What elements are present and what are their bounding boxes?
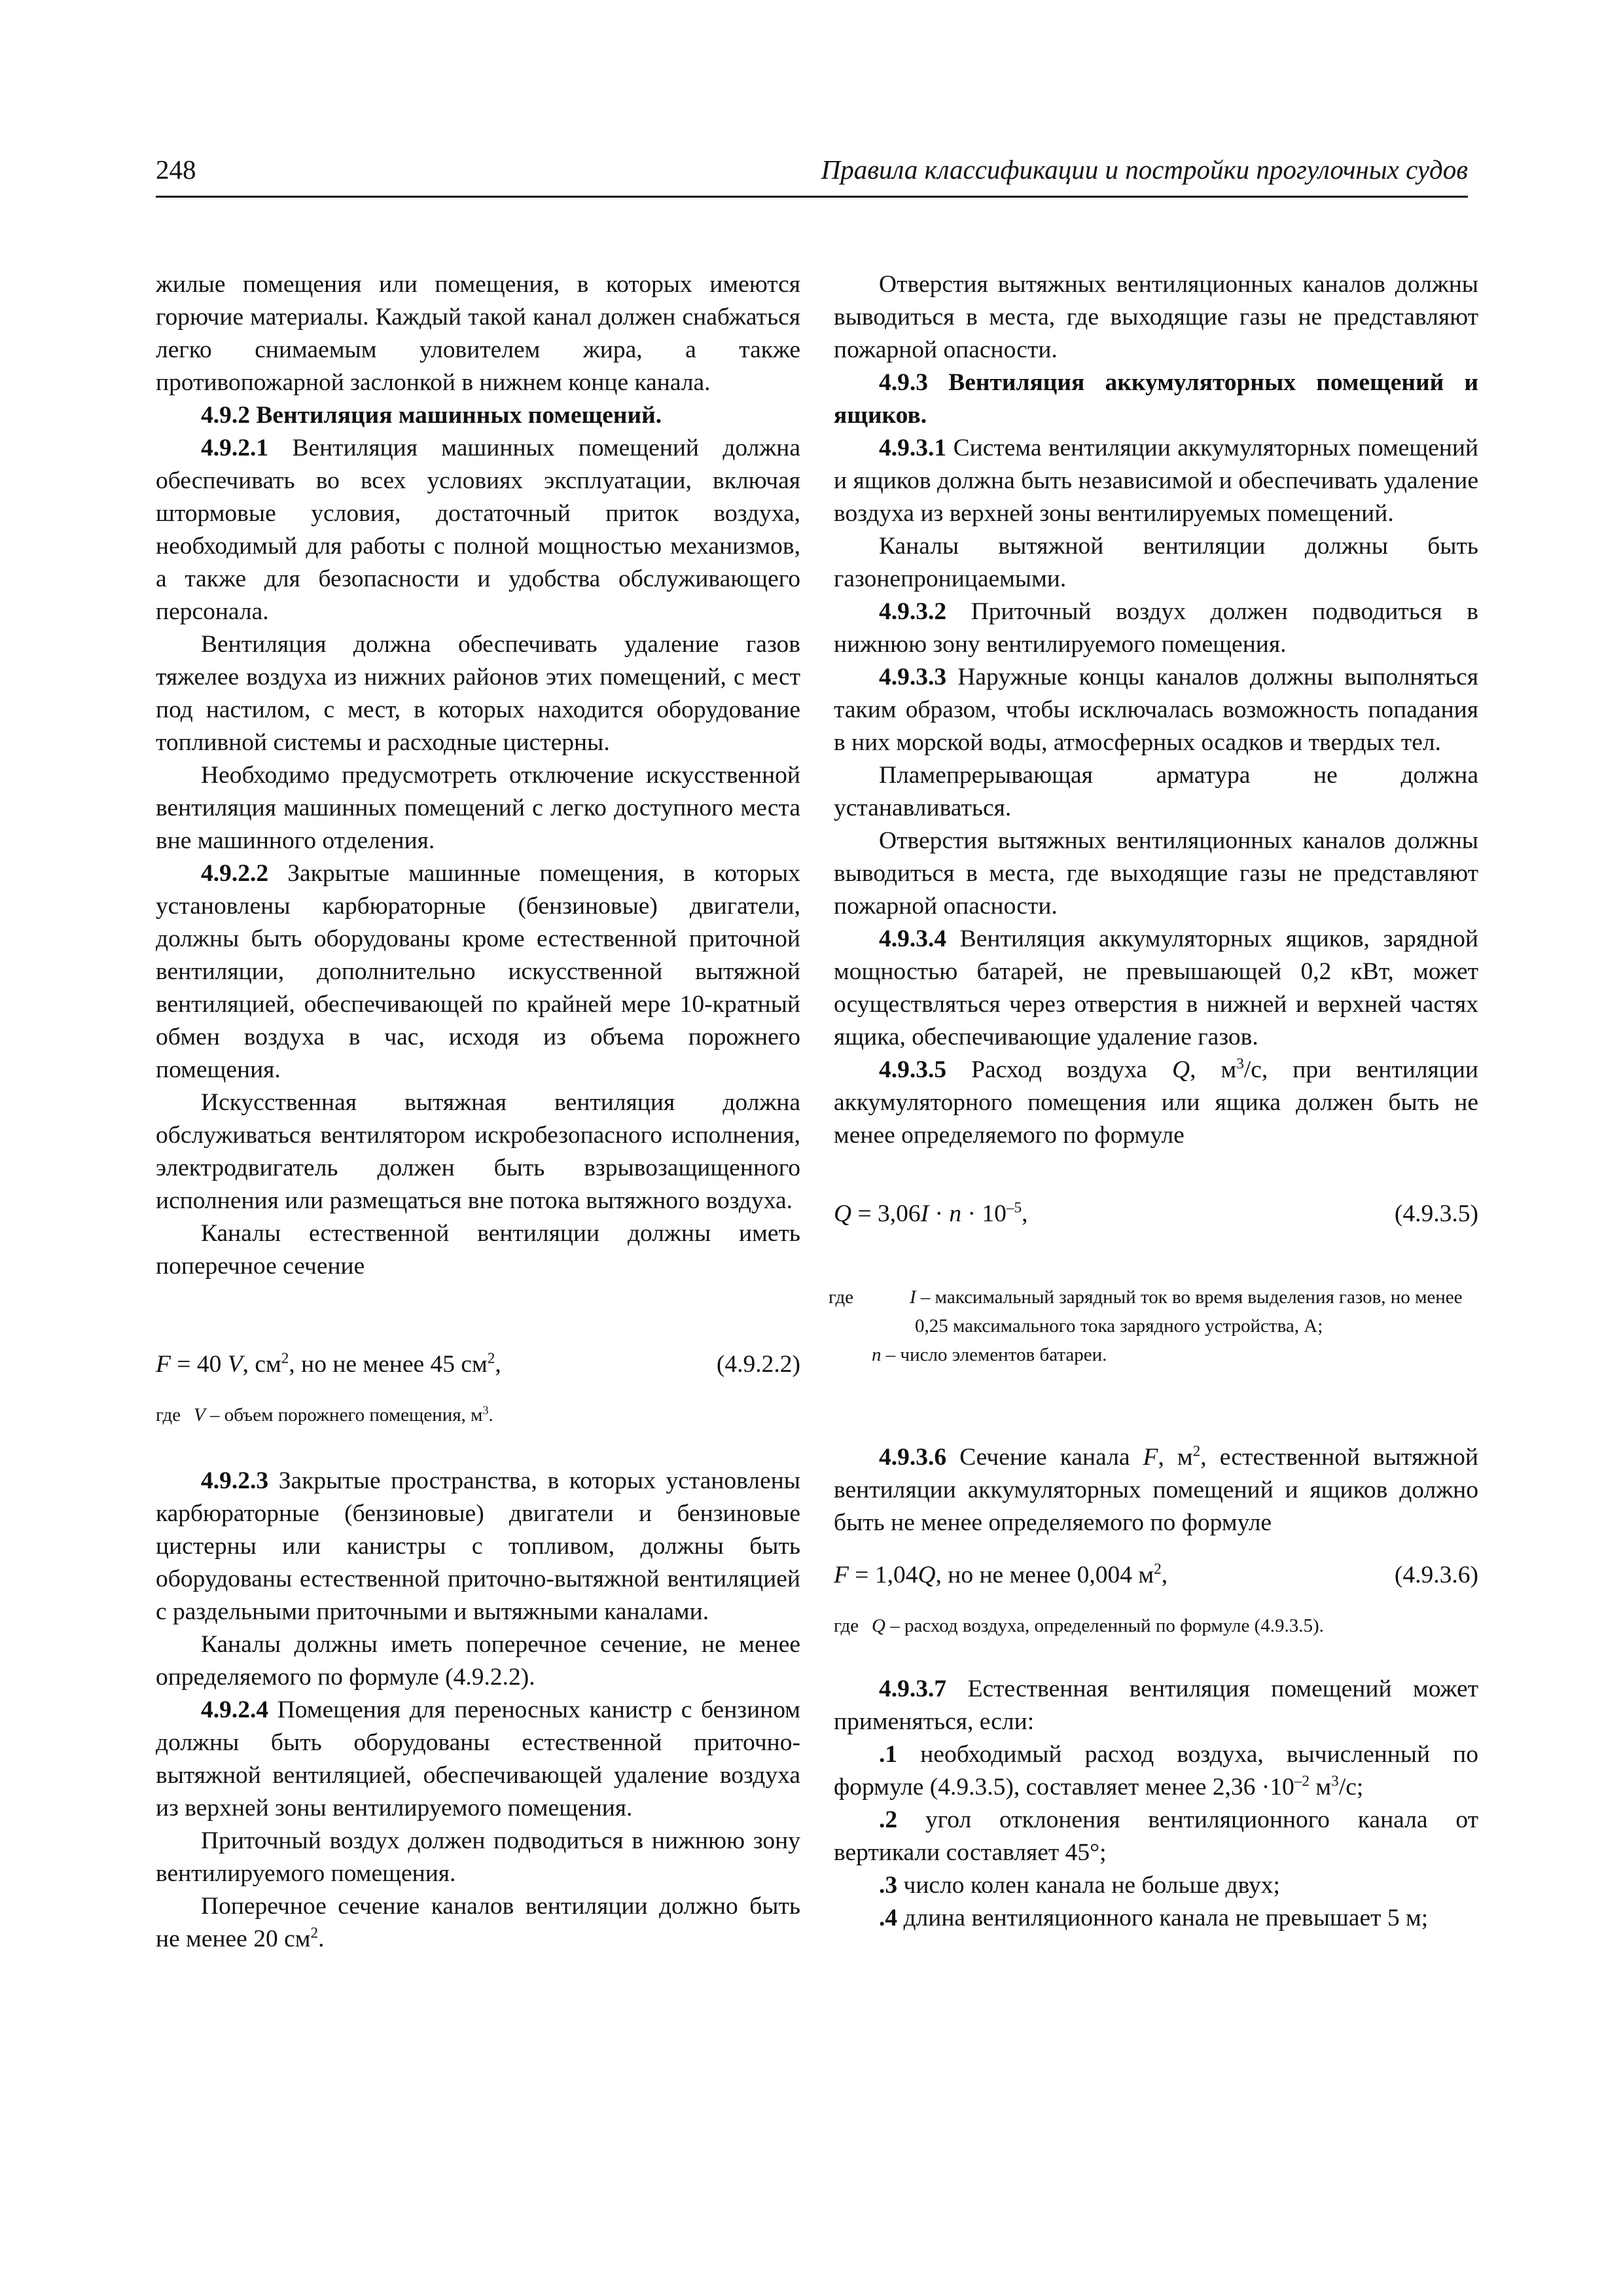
superscript: 2 [1192, 1443, 1201, 1460]
list-item-number: .4 [879, 1905, 898, 1931]
clause-number: 4.9.2.1 [201, 435, 269, 461]
formula-variable: Q [918, 1562, 936, 1588]
paragraph-text: Поперечное сечение каналов вентиляции должно быть не менее 20 см [156, 1893, 800, 1952]
clause-4-9-3-2 [834, 596, 1478, 661]
paragraph: Вентиляция должна обеспечивать удаление газов тяжелее воздуха из нижних районов этих помещений, с мест под настилом, с мест, в которых находится оборудование топливной системы и расходные цистерны. [156, 631, 800, 756]
formula-part: , [495, 1351, 501, 1378]
formula-superscript: 2 [487, 1350, 495, 1367]
legend-lead: где [834, 1615, 859, 1636]
formula-part: · [929, 1200, 950, 1227]
formula-part: = 3,06 [851, 1200, 921, 1227]
paragraph: Каналы естественной вентиляции должны иметь поперечное сечение [156, 1220, 800, 1280]
clause-number: 4.9.3.2 [879, 598, 947, 625]
formula-part: = 40 [170, 1351, 228, 1378]
running-title: Правила классификации и постройки прогулочных судов [821, 154, 1468, 185]
formula-number: (4.9.2.2) [716, 1351, 800, 1378]
paragraph: Необходимо предусмотреть отключение искусственной вентиляция машинных помещений с легко доступного места вне машинного отделения. [156, 762, 800, 854]
legend-text: – объем порожнего помещения, м [205, 1405, 483, 1426]
clause-number: 4.9.3.6 [879, 1444, 947, 1471]
formula-superscript: 2 [281, 1350, 289, 1367]
legend-superscript: 3 [482, 1403, 489, 1417]
left-column [156, 268, 800, 1956]
clause-text: , естественной вытяжной вентиляции аккумуляторных помещений и ящиков должно быть не менее определяемого по формуле [834, 1444, 1478, 1536]
clause-4-9-2-1 [156, 432, 800, 628]
legend-variable: V [194, 1405, 205, 1426]
clause-number: 4.9.3.4 [879, 925, 947, 952]
clause-text: Вентиляция аккумуляторных ящиков, зарядной мощностью батарей, не превышающей 0,2 кВт, может осуществляться через отверстия в нижней и верхней частях ящика, обеспечивающие удаление газов. [834, 925, 1478, 1050]
clause-text: Приточный воздух должен подводиться в нижнюю зону вентилируемого помещения. [834, 598, 1478, 658]
list-item-number: .2 [879, 1806, 898, 1833]
legend-lead: где [156, 1405, 181, 1426]
formula-part: , но не менее 45 см [289, 1351, 488, 1378]
paragraph: Пламепрерывающая арматура не должна устанавливаться. [834, 762, 1478, 821]
formula-variable: F [156, 1351, 171, 1378]
formula-number: (4.9.3.6) [1394, 1562, 1478, 1588]
legend-text: . [488, 1405, 493, 1426]
clause-text: Наружные концы каналов должны выполняться таким образом, чтобы исключалась возможность попадания в них морской воды, атмосферных осадков и твердых тел. [834, 664, 1478, 756]
formula-variable: F [834, 1562, 849, 1588]
paragraph [156, 1890, 800, 1956]
list-item [834, 1738, 1478, 1804]
legend-variable: Q [872, 1615, 885, 1636]
clause-text: , м [1158, 1444, 1193, 1471]
clause-text: Естественная вентиляция помещений может применяться, если: [834, 1676, 1478, 1735]
right-column [829, 268, 1478, 1935]
paragraph: Приточный воздух должен подводиться в нижнюю зону вентилируемого помещения. [156, 1827, 800, 1887]
formula-legend [829, 1283, 1478, 1340]
clause-number: 4.9.3.5 [879, 1056, 947, 1083]
list-item [834, 1869, 1478, 1902]
clause-text: Расход воздуха [946, 1056, 1172, 1083]
formula-variable: I [920, 1200, 929, 1227]
clause-variable: Q [1171, 1056, 1190, 1083]
clause-4-9-2-4 [156, 1694, 800, 1825]
clause-text: Вентиляция машинных помещений должна обеспечивать во всех условиях эксплуатации, включая штормовые условия, достаточный приток воздуха, необходимый для работы с полной мощностью механизмов, а также для безопасности и удобства обслуживающего персонала. [156, 435, 800, 625]
list-item [834, 1902, 1478, 1935]
clause-4-9-2-3 [156, 1465, 800, 1628]
formula-part: , [1161, 1562, 1168, 1588]
clause-text: Помещения для переносных канистр с бензином должны быть оборудованы естественной приточно-вытяжной вентиляцией, обеспечивающей удаление воздуха из верхней зоны вентилируемого помещения. [156, 1696, 800, 1821]
clause-text: , м [1190, 1056, 1237, 1083]
formula-variable: n [949, 1200, 962, 1227]
clause-4-9-3-3 [834, 661, 1478, 759]
formula-part: · 10 [961, 1200, 1007, 1227]
clause-number: 4.9.3.7 [879, 1676, 947, 1702]
clause-number: 4.9.2.4 [201, 1696, 269, 1723]
legend-variable: n [872, 1344, 882, 1365]
formula-number: (4.9.3.5) [1394, 1200, 1478, 1227]
clause-text: Закрытые машинные помещения, в которых установлены карбюраторные (бензиновые) двигатели, должны быть оборудованы кроме естественной приточной вентиляции, дополнительно искусственной вытяжной вентиляцией, обеспечивающей по крайней мере 10-кратный обмен воздуха в час, исходя из объема порожнего помещения. [156, 860, 800, 1083]
section-heading-4-9-2: 4.9.2 Вентиляция машинных помещений. [201, 402, 662, 429]
paragraph-text: . [318, 1926, 325, 1952]
clause-variable: F [1143, 1444, 1158, 1471]
paragraph: Отверстия вытяжных вентиляционных каналов должны выводиться в места, где выходящие газы не представляют пожарной опасности. [834, 827, 1478, 920]
clause-number: 4.9.3.3 [879, 664, 947, 691]
list-item-text: угол отклонения вентиляционного канала от вертикали составляет 45°; [834, 1806, 1478, 1866]
clause-text: Система вентиляции аккумуляторных помещений и ящиков должна быть независимой и обеспечивать удаление воздуха из верхней зоны вентилируемых помещений. [834, 435, 1478, 527]
formula-4-9-3-6 [834, 1559, 1478, 1592]
paragraph: жилые помещения или помещения, в которых имеются горючие материалы. Каждый такой канал должен снабжаться легко снимаемым уловителем жира, а также противопожарной заслонкой в нижнем конце канала. [156, 271, 800, 396]
formula-4-9-2-2 [156, 1348, 800, 1381]
formula-superscript: –5 [1006, 1199, 1022, 1217]
clause-4-9-3-4 [834, 923, 1478, 1054]
clause-4-9-2-2 [156, 857, 800, 1086]
formula-part: , но не менее 0,004 м [935, 1562, 1154, 1588]
formula-expression [834, 1559, 1168, 1592]
list-item-number: .1 [879, 1741, 898, 1768]
clause-4-9-3-6 [834, 1441, 1478, 1539]
formula-legend [834, 1611, 1478, 1640]
superscript: 2 [310, 1924, 319, 1942]
list-item-number: .3 [879, 1872, 898, 1899]
legend-text: – расход воздуха, определенный по формуле (4.9.3.5). [885, 1615, 1324, 1636]
formula-legend [156, 1401, 800, 1429]
paragraph: Отверстия вытяжных вентиляционных каналов должны выводиться в места, где выходящие газы не представляют пожарной опасности. [834, 271, 1478, 363]
clause-4-9-3-1 [834, 432, 1478, 530]
formula-variable: V [227, 1351, 243, 1378]
clause-number: 4.9.2.3 [201, 1467, 269, 1494]
clause-text: /с, при вентиляции аккумуляторного помещения или ящика должен быть не менее определяемого по формуле [834, 1056, 1478, 1149]
clause-number: 4.9.2.2 [201, 860, 269, 887]
legend-variable: I [910, 1287, 916, 1308]
clause-text: Закрытые пространства, в которых установлены карбюраторные (бензиновые) двигатели и бензиновые цистерны или канистры с топливом, должны быть оборудованы естественной приточно-вытяжной вентиляцией с раздельными приточными и вытяжными каналами. [156, 1467, 800, 1625]
page-number: 248 [156, 154, 196, 185]
list-item [834, 1804, 1478, 1869]
superscript: 3 [1331, 1772, 1339, 1790]
list-item-text: м [1310, 1774, 1332, 1801]
legend-text: – число элементов батареи. [881, 1344, 1107, 1365]
formula-4-9-3-5 [834, 1198, 1478, 1230]
formula-part: , см [242, 1351, 281, 1378]
list-item-text: число колен канала не больше двух; [897, 1872, 1280, 1899]
formula-legend [834, 1340, 1478, 1369]
section-heading-4-9-3: 4.9.3 Вентиляция аккумуляторных помещений и ящиков. [834, 369, 1478, 429]
formula-expression [834, 1198, 1028, 1230]
formula-superscript: 2 [1154, 1560, 1162, 1578]
superscript: 3 [1236, 1055, 1244, 1073]
superscript: –2 [1294, 1772, 1310, 1790]
clause-number: 4.9.3.1 [879, 435, 947, 461]
formula-expression [156, 1348, 501, 1381]
running-header [156, 152, 1468, 198]
paragraph: Искусственная вытяжная вентиляция должна обслуживаться вентилятором искробезопасного исполнения, электродвигатель должен быть взрывозащищенного исполнения или размещаться вне потока вытяжного воздуха. [156, 1089, 800, 1214]
clause-4-9-3-5 [834, 1054, 1478, 1152]
formula-part: = 1,04 [848, 1562, 918, 1588]
list-item-text: /с; [1338, 1774, 1364, 1801]
paragraph: Каналы должны иметь поперечное сечение, не менее определяемого по формуле (4.9.2.2). [156, 1631, 800, 1691]
list-item-text: необходимый расход воздуха, вычисленный по формуле (4.9.3.5), составляет менее 2,36 ·10 [834, 1741, 1478, 1801]
legend-text: – максимальный зарядный ток во время выделения газов, но менее 0,25 максимального тока зарядного устройства, А; [915, 1287, 1463, 1336]
clause-4-9-3-7 [834, 1673, 1478, 1738]
legend-lead: где [829, 1287, 854, 1308]
clause-text: Сечение канала [946, 1444, 1143, 1471]
formula-variable: Q [834, 1200, 852, 1227]
list-item-text: длина вентиляционного канала не превышает 5 м; [897, 1905, 1429, 1931]
paragraph: Каналы вытяжной вентиляции должны быть газонепроницаемыми. [834, 533, 1478, 592]
formula-part: , [1022, 1200, 1028, 1227]
